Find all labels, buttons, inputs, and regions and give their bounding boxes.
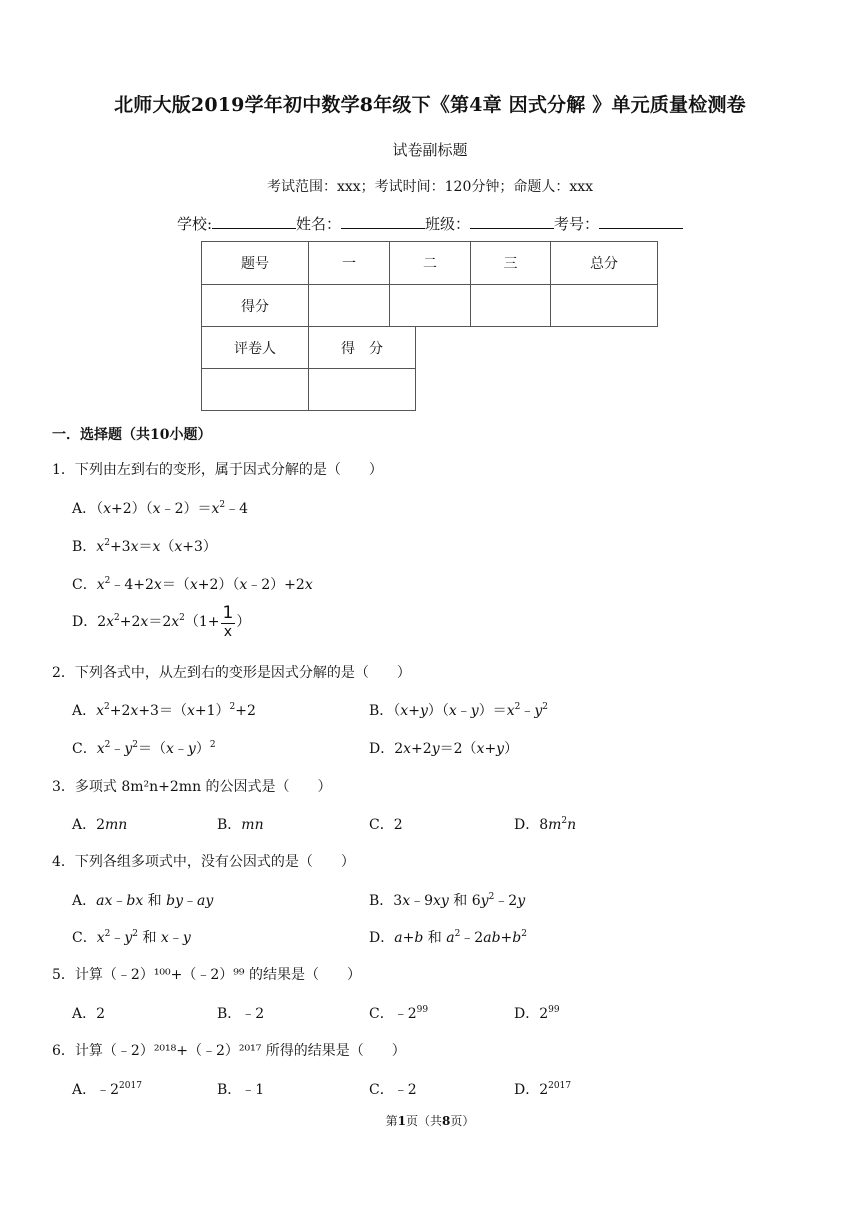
score-table-col-2: 二 <box>390 242 471 285</box>
score-cell[interactable] <box>309 285 390 327</box>
score-table-header-label: 题号 <box>202 242 309 285</box>
question-3-option-c[interactable]: C．2 <box>369 817 403 833</box>
page-subtitle: 试卷副标题 <box>392 141 468 159</box>
question-6-stem: 6．计算（﹣2）²⁰¹⁸+（﹣2）²⁰¹⁷ 所得的结果是（ ） <box>52 1043 406 1059</box>
question-2-option-d[interactable]: D．2x+2y＝2（x+y） <box>369 741 519 757</box>
question-2-stem: 2．下列各式中，从左到右的变形是因式分解的是（ ） <box>52 665 411 681</box>
score-cell[interactable] <box>471 285 551 327</box>
grader-label: 评卷人 <box>202 327 309 369</box>
footer-suffix: 页） <box>450 1114 475 1128</box>
exam-number-blank[interactable] <box>599 213 683 229</box>
page-footer <box>0 1112 860 1129</box>
question-2-option-a[interactable]: A．$x^2+2x+3=(x+1)^2+2$ <box>72 702 256 719</box>
question-4-option-b[interactable]: B．3x﹣9xy 和 $6y^2﹣2y$ <box>369 892 526 909</box>
score-table <box>201 241 658 327</box>
footer-mid: 页（共 <box>405 1114 442 1128</box>
score-table-col-1: 一 <box>309 242 390 285</box>
exam-info: 考试范围：xxx；考试时间：120分钟；命题人：xxx <box>266 179 594 195</box>
question-4-option-a[interactable]: A．ax﹣bx 和 by﹣ay <box>72 893 214 909</box>
exam-number-label: 考号： <box>554 215 600 233</box>
name-blank[interactable] <box>341 213 425 229</box>
class-label: 班级： <box>425 215 471 233</box>
question-1-option-a[interactable]: A．$(x+2)(x﹣2)=x^2﹣4$ <box>72 500 249 517</box>
question-5-option-a[interactable]: A．2 <box>72 1006 106 1022</box>
page-title: 北师大版2019学年初中数学8年级下《第4章 因式分解 》单元质量检测卷 <box>114 94 746 116</box>
question-3-option-b[interactable]: B．mn <box>217 817 264 833</box>
section-heading: 一．选择题（共10小题） <box>52 427 212 443</box>
question-4-stem: 4．下列各组多项式中，没有公因式的是（ ） <box>52 854 355 870</box>
score-cell[interactable] <box>551 285 658 327</box>
footer-page-number: 1 <box>397 1114 406 1128</box>
question-6-option-a[interactable]: A．$﹣2^{2017}$ <box>72 1081 142 1098</box>
grader-table <box>201 326 416 411</box>
grader-score-label: 得 分 <box>309 327 416 369</box>
question-4-option-c[interactable]: C．$x^2﹣y^2$ 和 x﹣y <box>72 929 191 946</box>
school-label: 学校: <box>176 215 212 233</box>
question-1-option-c[interactable]: C．$x^2﹣4+2x=(x+2)(x﹣2)+2x$ <box>72 576 313 593</box>
student-fields <box>0 213 860 234</box>
question-1-stem: 1．下列由左到右的变形，属于因式分解的是（ ） <box>52 462 383 478</box>
school-blank[interactable] <box>212 213 296 229</box>
question-2-option-c[interactable]: C．$x^2﹣y^2=(x﹣y)^2$ <box>72 740 216 757</box>
question-5-stem: 5．计算（﹣2）¹⁰⁰+（﹣2）⁹⁹ 的结果是（ ） <box>52 967 361 983</box>
question-3-option-a[interactable]: A．2mn <box>72 817 128 833</box>
question-4-option-d[interactable]: D．a+b 和 $a^2﹣2ab+b^2$ <box>369 929 527 946</box>
score-table-col-total: 总分 <box>551 242 658 285</box>
question-1-option-b[interactable]: B．$x^2+3x=x(x+3)$ <box>72 538 217 555</box>
score-table-col-3: 三 <box>471 242 551 285</box>
name-label: 姓名： <box>296 215 342 233</box>
question-5-option-c[interactable]: C．$﹣2^{99}$ <box>369 1005 429 1022</box>
footer-prefix: 第 <box>385 1114 398 1128</box>
grader-score-cell[interactable] <box>309 369 416 411</box>
question-3-option-d[interactable]: D．$8m^2n$ <box>514 816 577 833</box>
question-5-option-d[interactable]: D．$2^{99}$ <box>514 1005 560 1022</box>
footer-total-pages: 8 <box>442 1114 451 1128</box>
question-6-option-c[interactable]: C．﹣2 <box>369 1082 417 1098</box>
grader-cell[interactable] <box>202 369 309 411</box>
score-cell[interactable] <box>390 285 471 327</box>
question-1-option-d[interactable]: D．$2x^2+2x=2x^2(1+$ $\frac{1}{x}$ ） <box>72 603 251 640</box>
question-3-stem: 3．多项式 8m²n+2mn 的公因式是（ ） <box>52 779 332 795</box>
class-blank[interactable] <box>470 213 554 229</box>
question-5-option-b[interactable]: B．﹣2 <box>217 1006 265 1022</box>
question-6-option-b[interactable]: B．﹣1 <box>217 1082 265 1098</box>
score-table-score-label: 得分 <box>202 285 309 327</box>
question-6-option-d[interactable]: D．$2^{2017}$ <box>514 1081 572 1098</box>
fraction: $\frac{1}{x}$ <box>222 603 234 640</box>
question-2-option-b[interactable]: B．$(x+y)(x﹣y)=x^2﹣y^2$ <box>369 702 548 719</box>
